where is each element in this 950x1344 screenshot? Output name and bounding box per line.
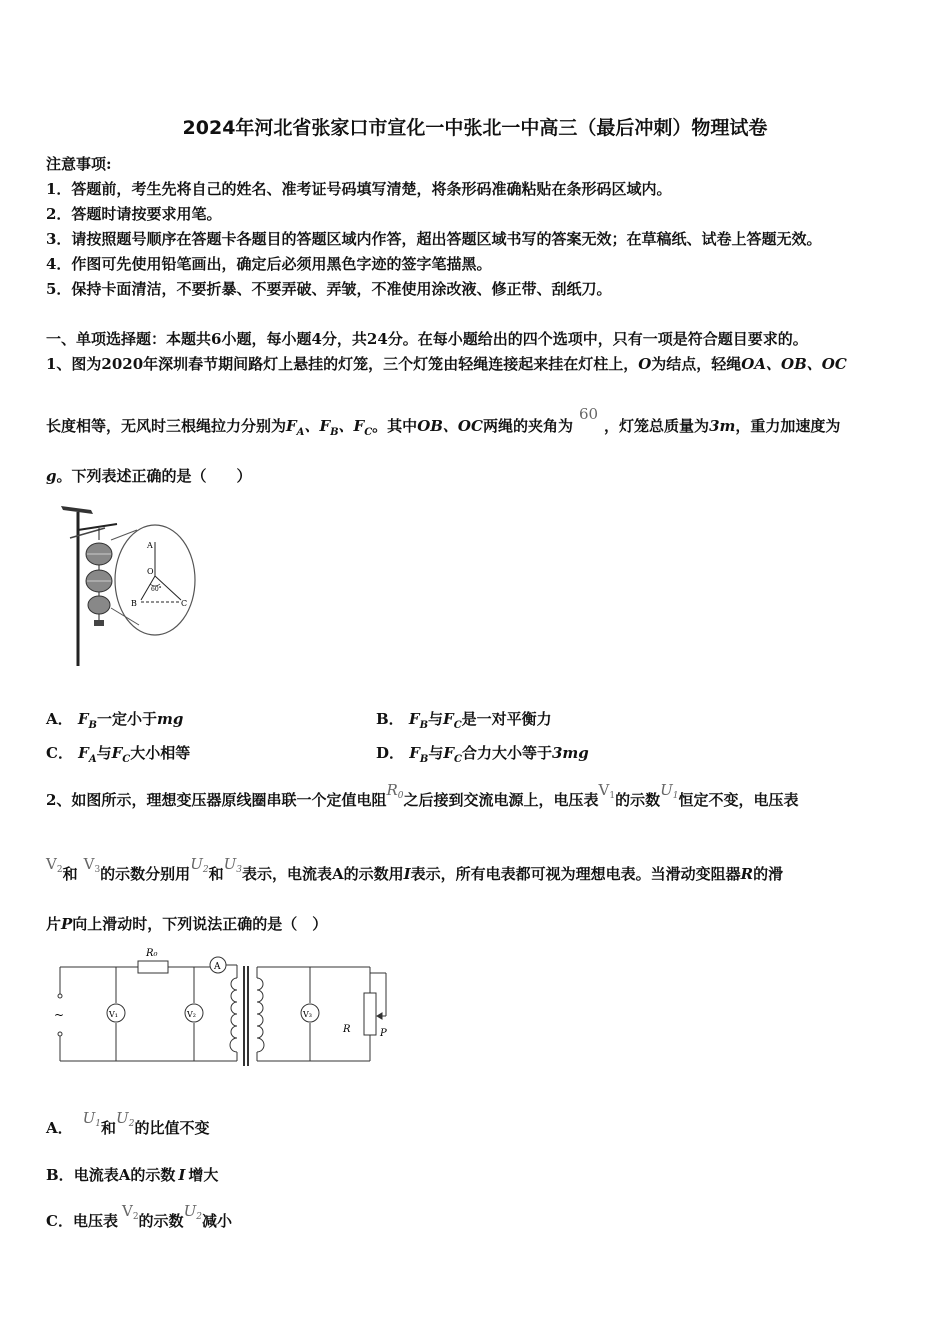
q1-line-3: g。下列表述正确的是（ ）: [46, 467, 252, 485]
notice-item-3: 3．请按照题号顺序在答题卡各题目的答题区域内作答，超出答题区域书写的答案无效；在草稿纸、试卷上答题无效。: [46, 230, 822, 248]
notice-header: 注意事项:: [46, 155, 112, 173]
angle-value: 60: [578, 405, 599, 423]
q1-line-1: 1、图为2020年深圳春节期间路灯上悬挂的灯笼，三个灯笼由轻绳连接起来挂在灯柱上，O为结点，轻绳OA、OB、OC: [46, 355, 847, 373]
label-ammeter: A: [214, 962, 221, 972]
zoom-circle: [115, 525, 195, 635]
q1-option-D[interactable]: D． $F_B$与$F_C$合力大小等于3mg: [376, 744, 589, 765]
label-O: O: [147, 567, 154, 576]
q2-line-2: $V_2$和$V_3$的示数分别用$U_2$和$U_3$表示，电流表A的示数用I表示，所有电表都可视为理想电表。当滑动变阻器R的滑: [46, 855, 784, 883]
label-R0: R₀: [146, 948, 158, 959]
resistor-R0: [138, 961, 168, 973]
label-A: A: [147, 541, 153, 550]
q1-option-A[interactable]: A． $F_B$一定小于mg: [46, 710, 184, 731]
q2-option-A[interactable]: A．$U_1$和$U_2$的比值不变: [46, 1109, 210, 1137]
q1-line-2: 长度相等，无风时三根绳拉力分别为$F_A$、$F_B$、$F_C$。其中OB、OC两绳的夹角为60，灯笼总质量为3m，重力加速度为: [46, 405, 841, 438]
label-R: R: [343, 1024, 351, 1035]
slider-P: [377, 1013, 382, 1019]
lamp-arm: [78, 524, 117, 530]
page-title: 2024年河北省张家口市宣化一中张北一中高三（最后冲刺）物理试卷: [182, 117, 768, 139]
secondary-coil: [257, 978, 264, 1052]
lanterns: [86, 543, 112, 626]
label-V2: V₂: [187, 1010, 196, 1019]
label-V1: V₁: [109, 1010, 118, 1019]
q2-line-3: 片P向上滑动时，下列说法正确的是（ ）: [46, 915, 328, 933]
label-angle: 60°: [151, 586, 162, 593]
q2-option-C[interactable]: C．电压表$V_2$的示数$U_2$减小: [46, 1202, 232, 1230]
label-B: B: [131, 599, 137, 608]
q2-option-B[interactable]: B．电流表A的示数 I 增大: [46, 1166, 219, 1184]
lantern-figure: [55, 500, 205, 670]
notice-item-2: 2．答题时请按要求用笔。: [46, 205, 222, 223]
notice-item-1: 1．答题前，考生先将自己的姓名、准考证号码填写清楚，将条形码准确粘贴在条形码区域内。: [46, 180, 672, 198]
label-V3: V₃: [303, 1010, 312, 1019]
notice-item-4: 4．作图可先使用铅笔画出，确定后必须用黑色字迹的签字笔描黑。: [46, 255, 492, 273]
q1-option-C[interactable]: C． $F_A$与$F_C$大小相等: [46, 744, 191, 765]
rheostat-R: [364, 993, 376, 1035]
notice-item-5: 5．保持卡面清洁，不要折暴、不要弄破、弄皱，不准使用涂改液、修正带、刮纸刀。: [46, 280, 612, 298]
label-C: C: [181, 599, 188, 608]
section-heading: 一、单项选择题：本题共6小题，每小题4分，共24分。在每小题给出的四个选项中，只有一项是符合题目要求的。: [46, 330, 808, 348]
label-P: P: [380, 1028, 387, 1039]
primary-coil: [230, 978, 237, 1052]
q2-line-1: 2、如图所示，理想变压器原线圈串联一个定值电阻$R_0$之后接到交流电源上，电压表$V_1$的示数$U_1$恒定不变，电压表: [46, 781, 799, 809]
circuit-figure: [50, 940, 400, 1075]
label-ac-source: ~: [54, 1008, 65, 1022]
q1-option-B[interactable]: B． $F_B$与$F_C$是一对平衡力: [376, 710, 552, 731]
